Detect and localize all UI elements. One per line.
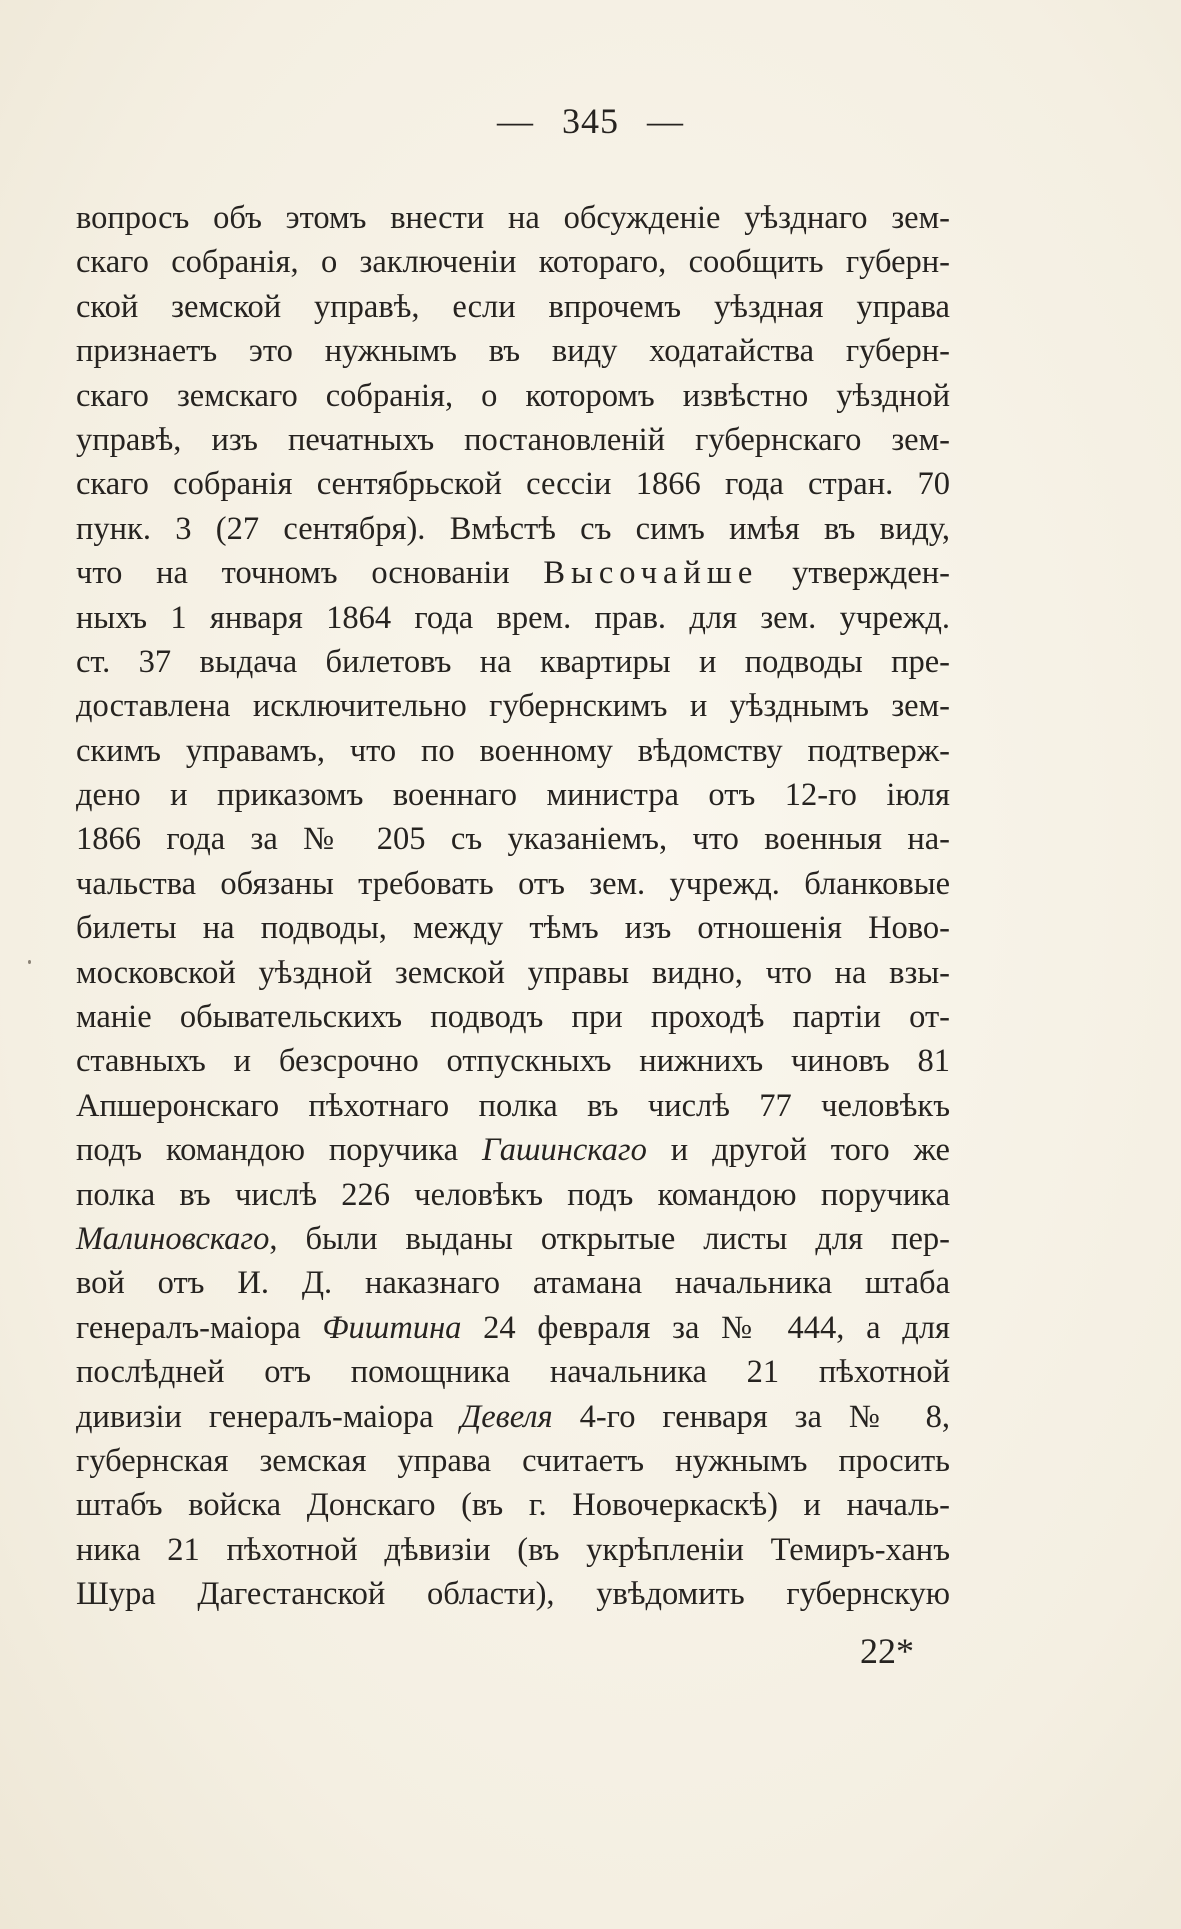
text-line: [76, 596, 950, 640]
text-segment: пунк. 3 (27 сентября). Вмѣстѣ съ симъ имѣя въ виду,: [76, 510, 950, 547]
spaced-word: Высочайше: [543, 555, 759, 592]
page-number: 345: [562, 101, 619, 141]
text-line: [76, 1084, 950, 1128]
text-line: [76, 1439, 950, 1483]
page-header: [0, 100, 1181, 142]
text-segment: ника 21 пѣхотной дѣвизіи (въ укрѣпленіи Темиръ-ханъ: [76, 1531, 950, 1568]
text-line: [76, 1350, 950, 1394]
italic-name: Фиштина: [322, 1309, 462, 1346]
text-segment: подъ командою поручика: [76, 1132, 483, 1169]
text-line: [76, 1395, 950, 1439]
text-line: [76, 817, 950, 861]
text-segment: скимъ управамъ, что по военному вѣдомству подтверж-: [76, 732, 950, 769]
text-line: [76, 951, 950, 995]
text-line: [76, 1039, 950, 1083]
text-segment: скаго земскаго собранія, о которомъ извѣстно уѣздной: [76, 377, 950, 414]
text-line: [76, 551, 950, 595]
header-dash-left: —: [497, 101, 534, 141]
text-segment: вой отъ И. Д. наказнаго атамана начальника штаба: [76, 1265, 950, 1302]
text-segment: , были выданы открытые листы для пер-: [269, 1220, 950, 1257]
text-segment: ныхъ 1 января 1864 года врем. прав. для зем. учрежд.: [76, 599, 950, 636]
text-segment: штабъ войска Донскаго (въ г. Новочеркаскѣ) и началь-: [76, 1487, 950, 1524]
paper-speck: [28, 960, 31, 964]
text-line: [76, 462, 950, 506]
signature-mark: 22*: [860, 1631, 914, 1671]
text-line: [76, 1306, 950, 1350]
text-segment: ст. 37 выдача билетовъ на квартиры и подводы пре-: [76, 643, 950, 680]
text-line: [76, 995, 950, 1039]
text-line: [76, 507, 950, 551]
italic-name: Девеля: [460, 1398, 553, 1435]
text-segment: дено и приказомъ военнаго министра отъ 12-го іюля: [76, 777, 950, 814]
text-line: [76, 1217, 950, 1261]
text-segment: что на точномъ основаніи: [76, 555, 544, 592]
text-line: [76, 640, 950, 684]
text-segment: полка въ числѣ 226 человѣкъ подъ командою поручика: [76, 1176, 950, 1213]
text-line: [76, 906, 950, 950]
text-segment: губернская земская управа считаетъ нужнымъ просить: [76, 1442, 950, 1479]
text-segment: 1866 года за № 205 съ указаніемъ, что военныя на-: [76, 821, 950, 858]
text-line: [76, 1261, 950, 1305]
text-line: [76, 862, 950, 906]
header-dash-right: —: [647, 101, 684, 141]
text-line: [76, 285, 950, 329]
text-segment: признаетъ это нужнымъ въ виду ходатайства губерн-: [76, 333, 950, 370]
text-segment: билеты на подводы, между тѣмъ изъ отношенія Ново-: [76, 910, 950, 947]
text-line: [76, 196, 950, 240]
text-segment: генералъ-маіора: [76, 1309, 323, 1346]
text-line: [76, 1483, 950, 1527]
text-segment: послѣдней отъ помощника начальника 21 пѣхотной: [76, 1354, 950, 1391]
text-segment: дивизіи генералъ-маіора: [76, 1398, 461, 1435]
text-segment: 4-го генваря за № 8,: [552, 1398, 951, 1435]
text-segment: скаго собранія сентябрьской сессіи 1866 года стран. 70: [76, 466, 950, 503]
text-line: [76, 240, 950, 284]
text-segment: утвержден-: [758, 555, 950, 592]
text-segment: Шура Дагестанской области), увѣдомить губернскую: [76, 1576, 950, 1613]
text-line: [76, 374, 950, 418]
italic-name: Гашинскаго: [482, 1132, 647, 1169]
text-line: [76, 1572, 950, 1616]
text-segment: Апшеронскаго пѣхотнаго полка въ числѣ 77 человѣкъ: [76, 1087, 950, 1124]
text-line: [76, 329, 950, 373]
body-text: [76, 196, 950, 1617]
text-segment: управѣ, изъ печатныхъ постановленій губернскаго зем-: [76, 421, 950, 458]
text-segment: 24 февраля за № 444, а для: [461, 1309, 950, 1346]
text-segment: вопросъ объ этомъ внести на обсужденіе уѣзднаго зем-: [76, 200, 950, 236]
text-line: [76, 1128, 950, 1172]
text-line: [76, 418, 950, 462]
text-segment: чальства обязаны требовать отъ зем. учрежд. бланковые: [76, 865, 950, 902]
text-segment: ской земской управѣ, если впрочемъ уѣздная управа: [76, 288, 950, 325]
text-line: [76, 729, 950, 773]
text-segment: и другой того же: [646, 1132, 950, 1169]
italic-name: Малиновскаго: [76, 1220, 270, 1257]
text-line: [76, 1528, 950, 1572]
text-line: [76, 684, 950, 728]
text-line: [76, 1173, 950, 1217]
text-segment: московской уѣздной земской управы видно, что на взы-: [76, 954, 950, 991]
text-segment: скаго собранія, о заключеніи котораго, сообщить губерн-: [76, 244, 950, 281]
text-segment: ставныхъ и безсрочно отпускныхъ нижнихъ чиновъ 81: [76, 1043, 950, 1080]
text-segment: доставлена исключительно губернскимъ и уѣзднымъ зем-: [76, 688, 950, 725]
text-line: [76, 773, 950, 817]
text-segment: маніе обывательскихъ подводъ при проходѣ партіи от-: [76, 999, 950, 1036]
